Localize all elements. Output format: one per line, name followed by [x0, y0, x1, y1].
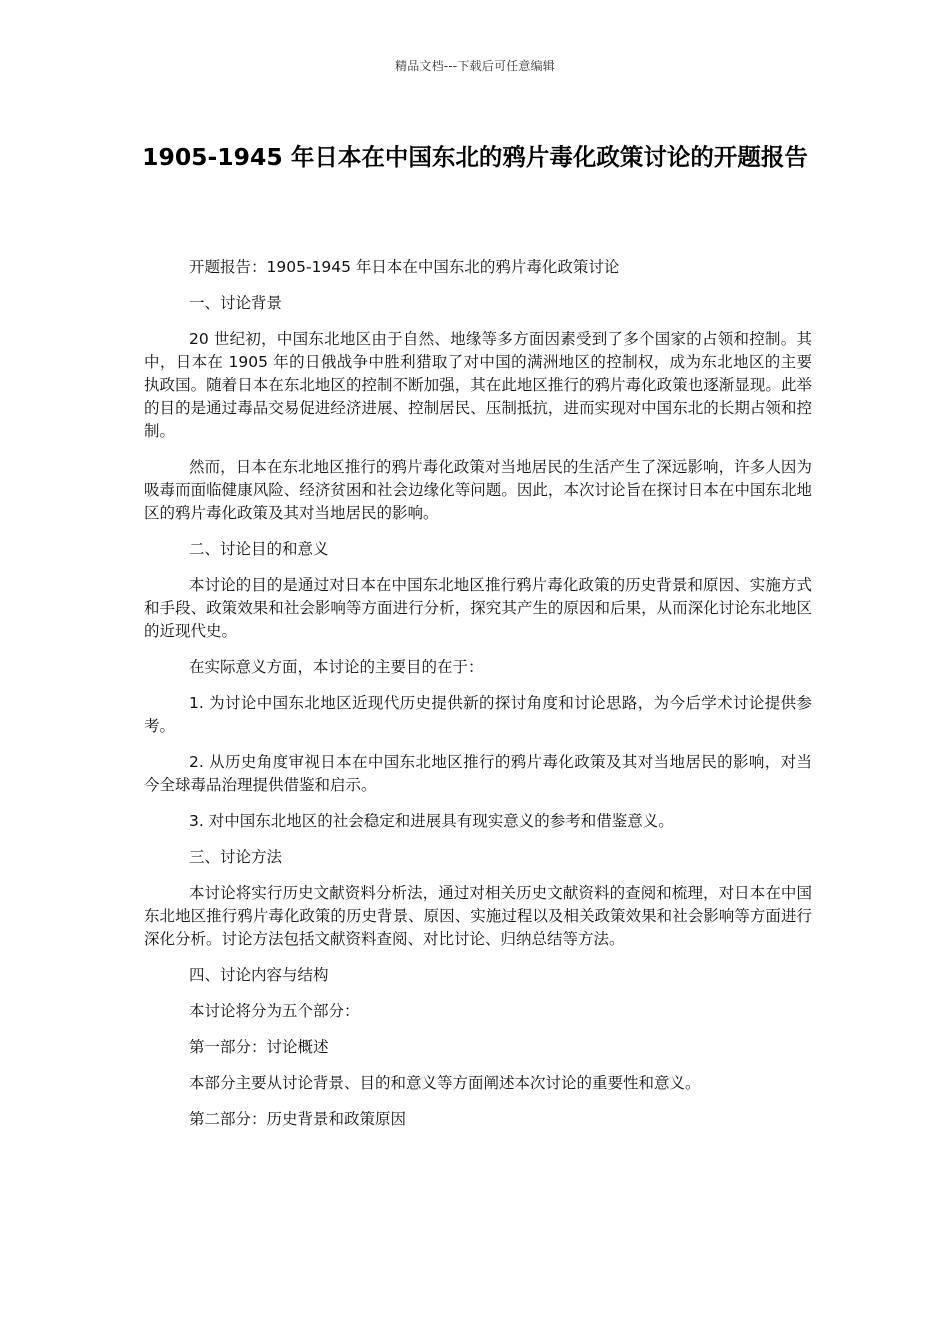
section-heading-purpose: 二、讨论目的和意义 [189, 540, 329, 558]
paragraph: 本讨论将实行历史文献资料分析法，通过对相关历史文献资料的查阅和梳理，对日本在中国东北地区推行鸦片毒化政策的历史背景、原因、实施过程以及相关政策效果和社会影响等方面进行深化分析。讨论方法包括文献资料查阅、对比讨论、归纳总结等方法。 [144, 884, 812, 948]
section-heading-method: 三、讨论方法 [189, 848, 283, 866]
section-heading-background: 一、讨论背景 [189, 294, 283, 312]
header-note: 精品文档---下载后可任意编辑 [395, 59, 555, 73]
paragraph: 在实际意义方面，本讨论的主要目的在于： [189, 658, 484, 676]
document-body [144, 256, 812, 1144]
list-item: 1. 为讨论中国东北地区近现代历史提供新的探讨角度和讨论思路，为今后学术讨论提供参考。 [144, 694, 812, 735]
part-heading: 第二部分：历史背景和政策原因 [189, 1110, 407, 1128]
paragraph: 本部分主要从讨论背景、目的和意义等方面阐述本次讨论的重要性和意义。 [189, 1074, 701, 1092]
paragraph: 本讨论将分为五个部分： [189, 1002, 360, 1020]
list-item: 2. 从历史角度审视日本在中国东北地区推行的鸦片毒化政策及其对当地居民的影响，对当今全球毒品治理提供借鉴和启示。 [144, 753, 812, 794]
paragraph: 20 世纪初，中国东北地区由于自然、地缘等多方面因素受到了多个国家的占领和控制。其中，日本在 1905 年的日俄战争中胜利猎取了对中国的满洲地区的控制权，成为东北地区的主要执政国。随着日本在东北地区的控制不断加强，其在此地区推行的鸦片毒化政策也逐渐显现。此举的目的是通过毒品交易促进经济进展、控制居民、压制抵抗，进而实现对中国东北的长期占领和控制。 [144, 330, 812, 440]
paragraph: 本讨论的目的是通过对日本在中国东北地区推行鸦片毒化政策的历史背景和原因、实施方式和手段、政策效果和社会影响等方面进行分析，探究其产生的原因和后果，从而深化讨论东北地区的近现代史。 [144, 576, 812, 640]
paragraph-report-heading: 开题报告：1905-1945 年日本在中国东北的鸦片毒化政策讨论 [189, 258, 620, 276]
section-heading-content: 四、讨论内容与结构 [189, 966, 329, 984]
part-heading: 第一部分：讨论概述 [189, 1038, 329, 1056]
list-item: 3. 对中国东北地区的社会稳定和进展具有现实意义的参考和借鉴意义。 [189, 812, 674, 830]
document-title: 1905-1945 年日本在中国东北的鸦片毒化政策讨论的开题报告 [142, 143, 808, 171]
paragraph: 然而，日本在东北地区推行的鸦片毒化政策对当地居民的生活产生了深远影响，许多人因为吸毒而面临健康风险、经济贫困和社会边缘化等问题。因此，本次讨论旨在探讨日本在中国东北地区的鸦片毒化政策及其对当地居民的影响。 [144, 458, 812, 522]
